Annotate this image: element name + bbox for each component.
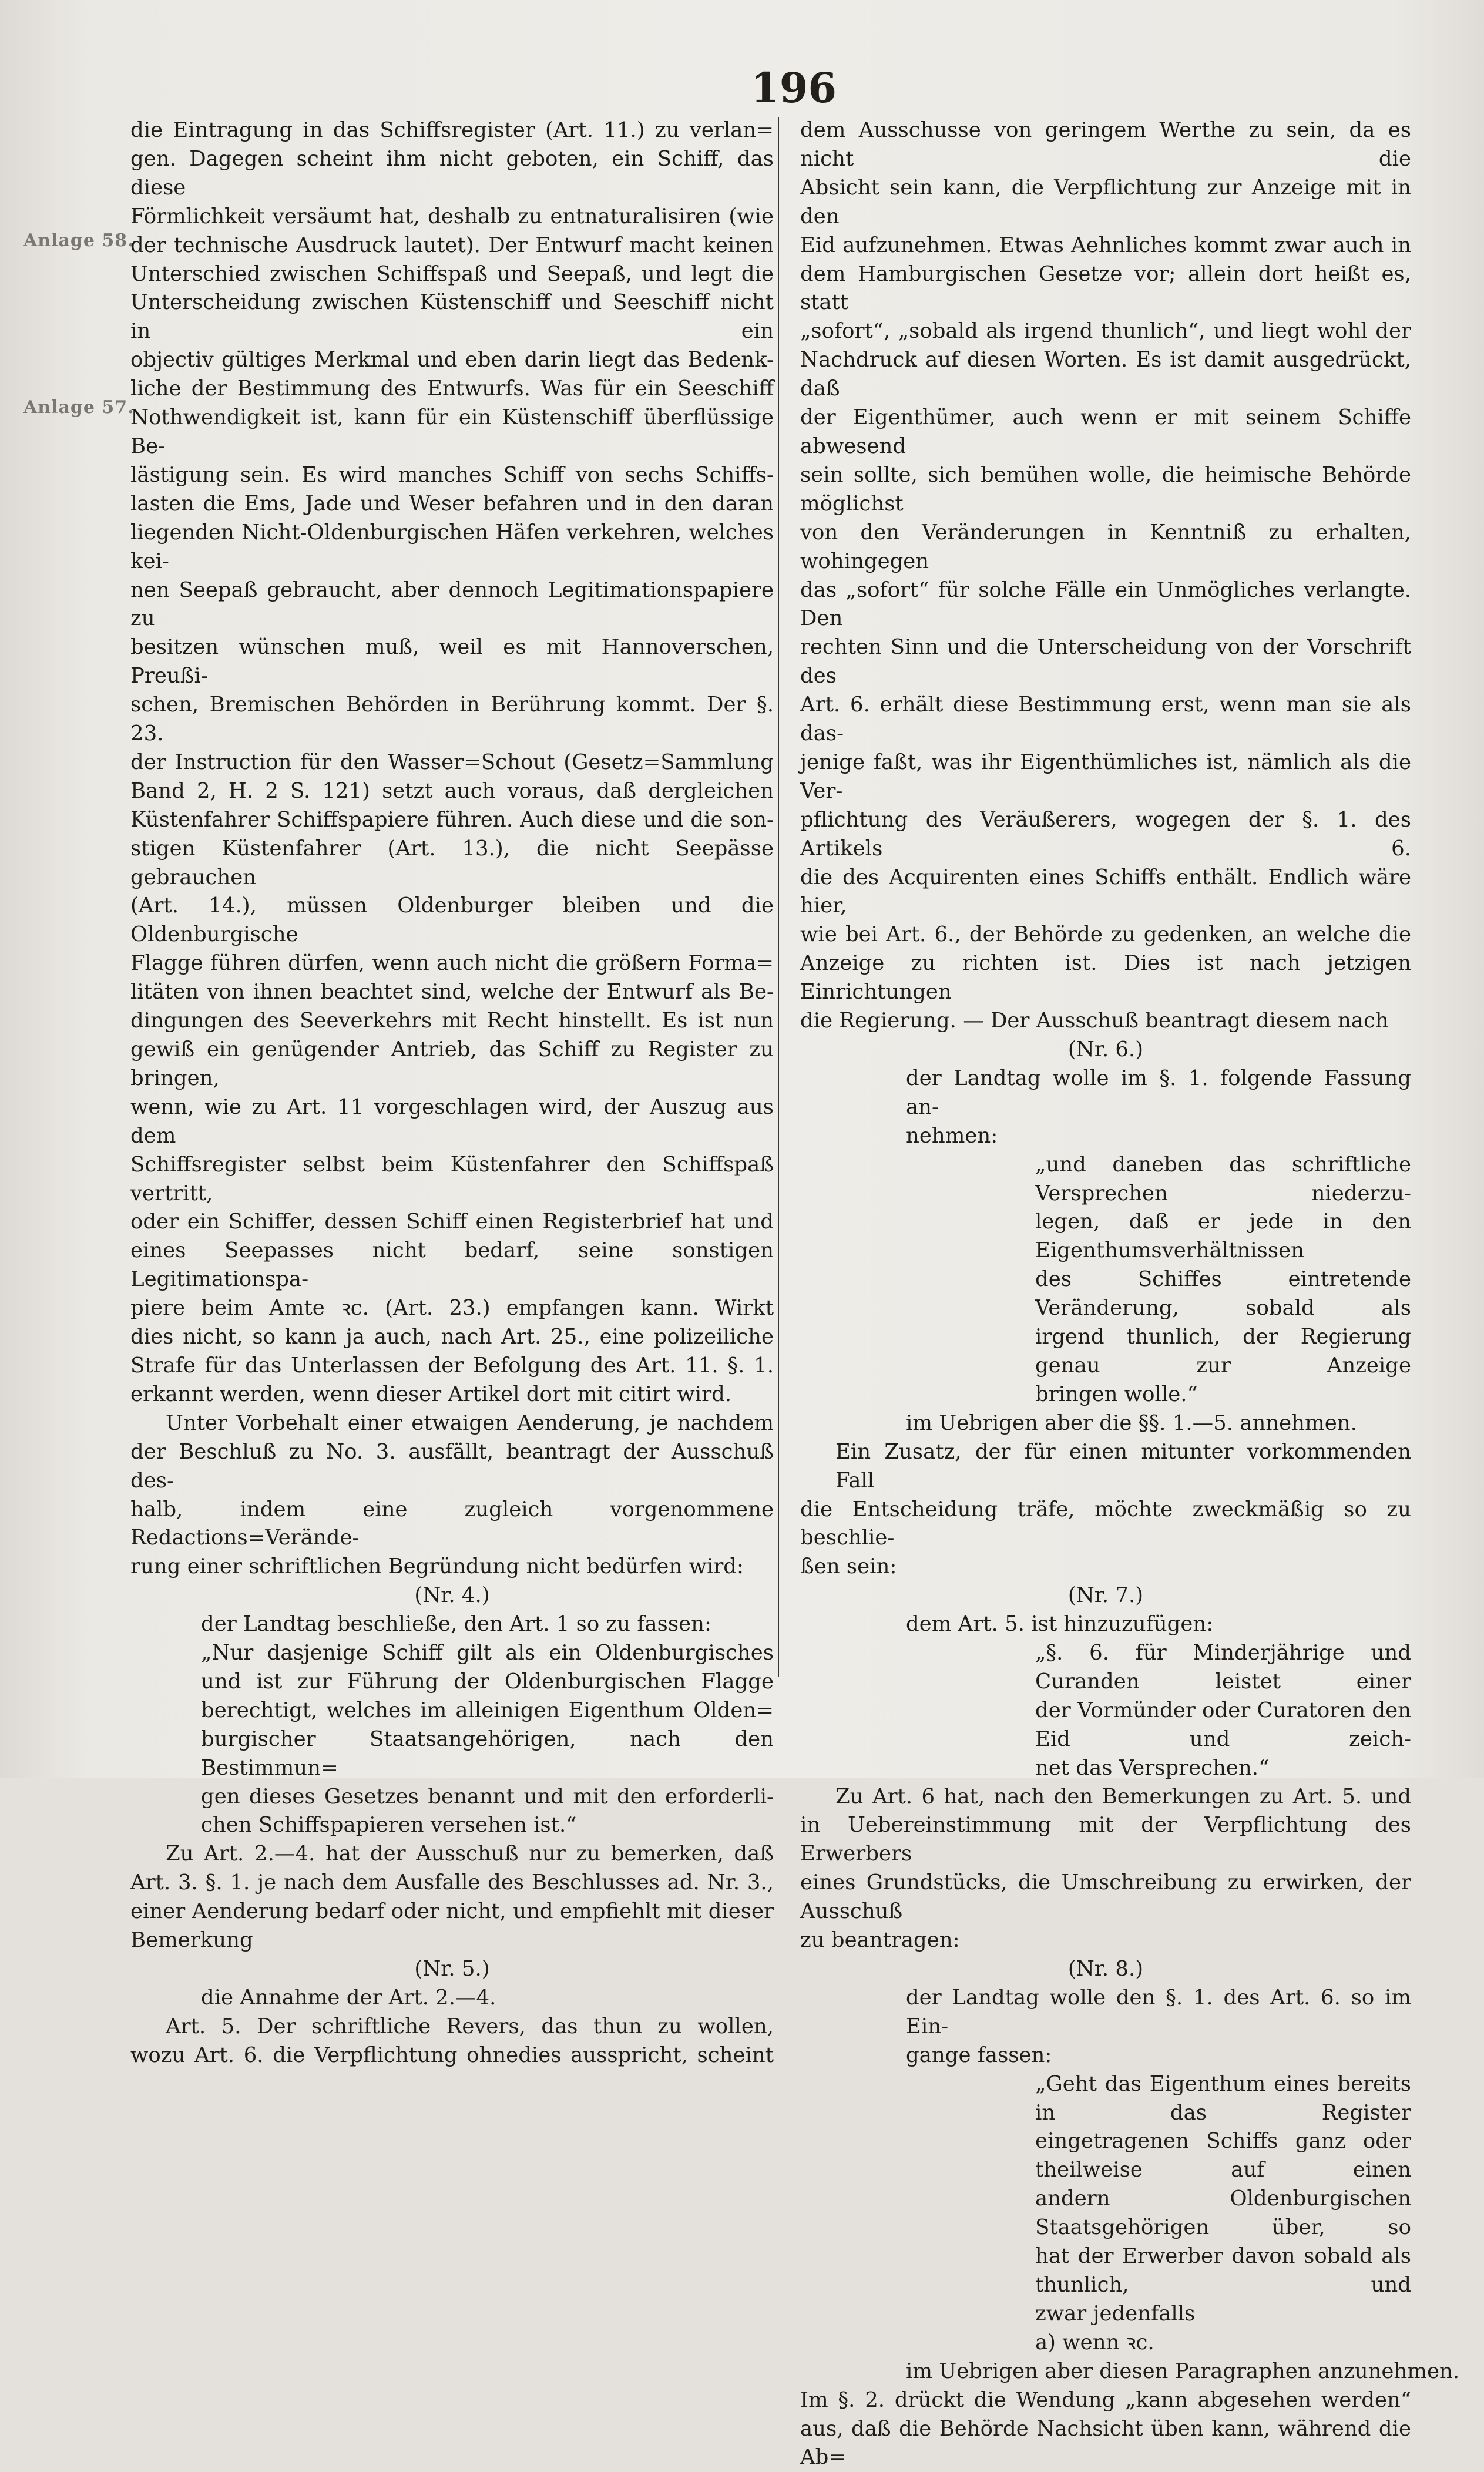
text-line: Absicht sein kann, die Verpflichtung zur Anzeige mit in den [800,174,1411,231]
text-line: lasten die Ems, Jade und Weser befahren und in den daran [130,490,774,519]
text-line: zu beantragen: [800,1926,1411,1955]
text-line: Flagge führen dürfen, wenn auch nicht die größern Forma= [130,949,774,978]
text-line: der Landtag wolle den §. 1. des Art. 6. so im Ein- [800,1984,1411,2041]
text-line: gewiß ein genügender Antrieb, das Schiff zu Register zu bringen, [130,1036,774,1093]
text-line: Zu Art. 2.—4. hat der Ausschuß nur zu bemerken, daß [130,1840,774,1869]
text-line: a) wenn ꝛc. [800,2329,1411,2357]
text-line: der Eigenthümer, auch wenn er mit seinem Schiffe abwesend [800,404,1411,461]
text-line: „sofort“, „sobald als irgend thunlich“, und liegt wohl der [800,317,1411,346]
text-line: (Art. 14.), müssen Oldenburger bleiben und die Oldenburgische [130,892,774,949]
text-line: „Geht das Eigenthum eines bereits in das Register [800,2070,1411,2128]
motion-number: (Nr. 8.) [800,1955,1411,1984]
text-line: „und daneben das schriftliche Versprechen niederzu- [800,1151,1411,1208]
text-line: berechtigt, welches im alleinigen Eigenthum Olden= [130,1697,774,1725]
text-line: objectiv gültiges Merkmal und eben darin liegt das Bedenk- [130,346,774,375]
text-line: zwar jedenfalls [800,2300,1411,2329]
text-line: in Uebereinstimmung mit der Verpflichtung des Erwerbers [800,1811,1411,1869]
text-line: net das Versprechen.“ [800,1754,1411,1783]
page-number: 196 [751,63,837,112]
text-line: Förmlichkeit versäumt hat, deshalb zu entnaturalisiren (wie [130,203,774,231]
text-line: aus, daß die Behörde Nachsicht üben kann, während die Ab= [800,2415,1411,2472]
text-line: „§. 6. für Minderjährige und Curanden leistet einer [800,1639,1411,1697]
text-line: und ist zur Führung der Oldenburgischen Flagge [130,1668,774,1697]
text-line: gange fassen: [800,2041,1411,2070]
motion-number: (Nr. 4.) [130,1581,774,1610]
text-line: dem Ausschusse von geringem Werthe zu sein, da es nicht die [800,116,1411,174]
text-line: „Nur dasjenige Schiff gilt als ein Oldenburgisches [130,1639,774,1668]
text-line: Unterschied zwischen Schiffspaß und Seepaß, und legt die [130,260,774,289]
text-line: burgischer Staatsangehörigen, nach den Bestimmun= [130,1725,774,1783]
text-line: Band 2, H. 2 S. 121) setzt auch voraus, daß dergleichen [130,777,774,806]
text-line: die Annahme der Art. 2.—4. [130,1984,774,2013]
text-line: nehmen: [800,1122,1411,1151]
text-line: chen Schiffspapieren versehen ist.“ [130,1811,774,1840]
text-line: wenn, wie zu Art. 11 vorgeschlagen wird, der Auszug aus dem [130,1093,774,1151]
text-line: dem Hamburgischen Gesetze vor; allein dort heißt es, statt [800,260,1411,318]
text-line: stigen Küstenfahrer (Art. 13.), die nicht Seepässe gebrauchen [130,835,774,892]
right-column [800,116,1411,2472]
text-line: im Uebrigen aber die §§. 1.—5. annehmen. [800,1409,1411,1438]
text-line: hat der Erwerber davon sobald als thunlich, und [800,2242,1411,2300]
motion-number: (Nr. 7.) [800,1581,1411,1610]
text-line: besitzen wünschen muß, weil es mit Hannoverschen, Preußi- [130,633,774,691]
text-line: der Beschluß zu No. 3. ausfällt, beantragt der Ausschuß des- [130,1438,774,1496]
text-line: liegenden Nicht-Oldenburgischen Häfen verkehren, welches kei- [130,519,774,576]
text-line: dies nicht, so kann ja auch, nach Art. 25., eine polizeiliche [130,1323,774,1352]
text-line: rung einer schriftlichen Begründung nicht bedürfen wird: [130,1553,774,1581]
text-line: Unter Vorbehalt einer etwaigen Aenderung, je nachdem [130,1409,774,1438]
text-line: Zu Art. 6 hat, nach den Bemerkungen zu Art. 5. und [800,1783,1411,1812]
text-line: ßen sein: [800,1553,1411,1581]
text-line: irgend thunlich, der Regierung genau zur Anzeige [800,1323,1411,1381]
text-line: piere beim Amte ꝛc. (Art. 23.) empfangen kann. Wirkt [130,1294,774,1323]
text-line: Küstenfahrer Schiffspapiere führen. Auch diese und die son- [130,806,774,835]
text-line: Ein Zusatz, der für einen mitunter vorkommenden Fall [800,1438,1411,1496]
text-line: Art. 5. Der schriftliche Revers, das thun zu wollen, [130,2013,774,2041]
text-line: jenige faßt, was ihr Eigenthümliches ist, nämlich als die Ver- [800,748,1411,806]
text-line: Bemerkung [130,1926,774,1955]
text-line: andern Oldenburgischen Staatsgehörigen über, so [800,2185,1411,2242]
text-line: des Schiffes eintretende Veränderung, sobald als [800,1265,1411,1323]
text-line: halb, indem eine zugleich vorgenommene Redactions=Verände- [130,1496,774,1553]
text-line: einer Aenderung bedarf oder nicht, und empfiehlt mit dieser [130,1897,774,1926]
text-line: eines Seepasses nicht bedarf, seine sonstigen Legitimationspa- [130,1237,774,1294]
text-line: gen dieses Gesetzes benannt und mit den erforderli- [130,1783,774,1812]
text-line: Eid aufzunehmen. Etwas Aehnliches kommt zwar auch in [800,231,1411,260]
text-line: der Landtag beschließe, den Art. 1 so zu fassen: [130,1610,774,1639]
left-column [130,116,774,2070]
text-line: im Uebrigen aber diesen Paragraphen anzunehmen. [800,2357,1411,2386]
text-line: litäten von ihnen beachtet sind, welche der Entwurf als Be- [130,978,774,1007]
text-line: wie bei Art. 6., der Behörde zu gedenken, an welche die [800,921,1411,949]
text-line: Im §. 2. drückt die Wendung „kann abgesehen werden“ [800,2386,1411,2415]
text-line: lästigung sein. Es wird manches Schiff von sechs Schiffs- [130,461,774,490]
text-line: der Instruction für den Wasser=Schout (Gesetz=Sammlung [130,748,774,777]
text-line: sein sollte, sich bemühen wolle, die heimische Behörde möglichst [800,461,1411,519]
text-line: schen, Bremischen Behörden in Berührung kommt. Der §. 23. [130,691,774,748]
margin-note: Anlage 57. [23,397,135,418]
motion-number: (Nr. 5.) [130,1955,774,1984]
column-divider [778,117,779,1677]
text-line: gen. Dagegen scheint ihm nicht geboten, ein Schiff, das diese [130,145,774,203]
text-line: eines Grundstücks, die Umschreibung zu erwirken, der Ausschuß [800,1869,1411,1926]
motion-number: (Nr. 6.) [800,1036,1411,1064]
text-line: liche der Bestimmung des Entwurfs. Was für ein Seeschiff [130,375,774,404]
text-line: die des Acquirenten eines Schiffs enthält. Endlich wäre hier, [800,864,1411,921]
text-line: eingetragenen Schiffs ganz oder theilweise auf einen [800,2127,1411,2185]
text-line: oder ein Schiffer, dessen Schiff einen Registerbrief hat und [130,1208,774,1237]
text-line: dingungen des Seeverkehrs mit Recht hinstellt. Es ist nun [130,1007,774,1036]
text-line: Anzeige zu richten ist. Dies ist nach jetzigen Einrichtungen [800,949,1411,1007]
text-line: Schiffsregister selbst beim Küstenfahrer den Schiffspaß vertritt, [130,1151,774,1208]
text-line: der technische Ausdruck lautet). Der Entwurf macht keinen [130,231,774,260]
text-line: bringen wolle.“ [800,1381,1411,1409]
text-line: der Landtag wolle im §. 1. folgende Fassung an- [800,1064,1411,1122]
text-line: rechten Sinn und die Unterscheidung von der Vorschrift des [800,633,1411,691]
text-line: legen, daß er jede in den Eigenthumsverhältnissen [800,1208,1411,1265]
text-line: Strafe für das Unterlassen der Befolgung des Art. 11. §. 1. [130,1352,774,1381]
text-line: der Vormünder oder Curatoren den Eid und zeich- [800,1697,1411,1754]
text-line: Art. 3. §. 1. je nach dem Ausfalle des Beschlusses ad. Nr. 3., [130,1869,774,1897]
text-line: nen Seepaß gebraucht, aber dennoch Legitimationspapiere zu [130,576,774,634]
text-line: die Regierung. — Der Ausschuß beantragt diesem nach [800,1007,1411,1036]
text-line: Unterscheidung zwischen Küstenschiff und Seeschiff nicht in ein [130,288,774,346]
text-line: wozu Art. 6. die Verpflichtung ohnedies ausspricht, scheint [130,2041,774,2070]
text-line: Nachdruck auf diesen Worten. Es ist damit ausgedrückt, daß [800,346,1411,404]
text-line: Nothwendigkeit ist, kann für ein Küstenschiff überflüssige Be- [130,404,774,461]
text-line: die Entscheidung träfe, möchte zweckmäßig so zu beschlie- [800,1496,1411,1553]
text-line: erkannt werden, wenn dieser Artikel dort mit citirt wird. [130,1381,774,1409]
text-line: von den Veränderungen in Kenntniß zu erhalten, wohingegen [800,519,1411,576]
text-line: dem Art. 5. ist hinzuzufügen: [800,1610,1411,1639]
text-line: Art. 6. erhält diese Bestimmung erst, wenn man sie als das- [800,691,1411,748]
text-line: pflichtung des Veräußerers, wogegen der §. 1. des Artikels 6. [800,806,1411,864]
margin-note: Anlage 58. [23,230,135,251]
text-line: das „sofort“ für solche Fälle ein Unmögliches verlangte. Den [800,576,1411,634]
text-line: die Eintragung in das Schiffsregister (Art. 11.) zu verlan= [130,116,774,145]
